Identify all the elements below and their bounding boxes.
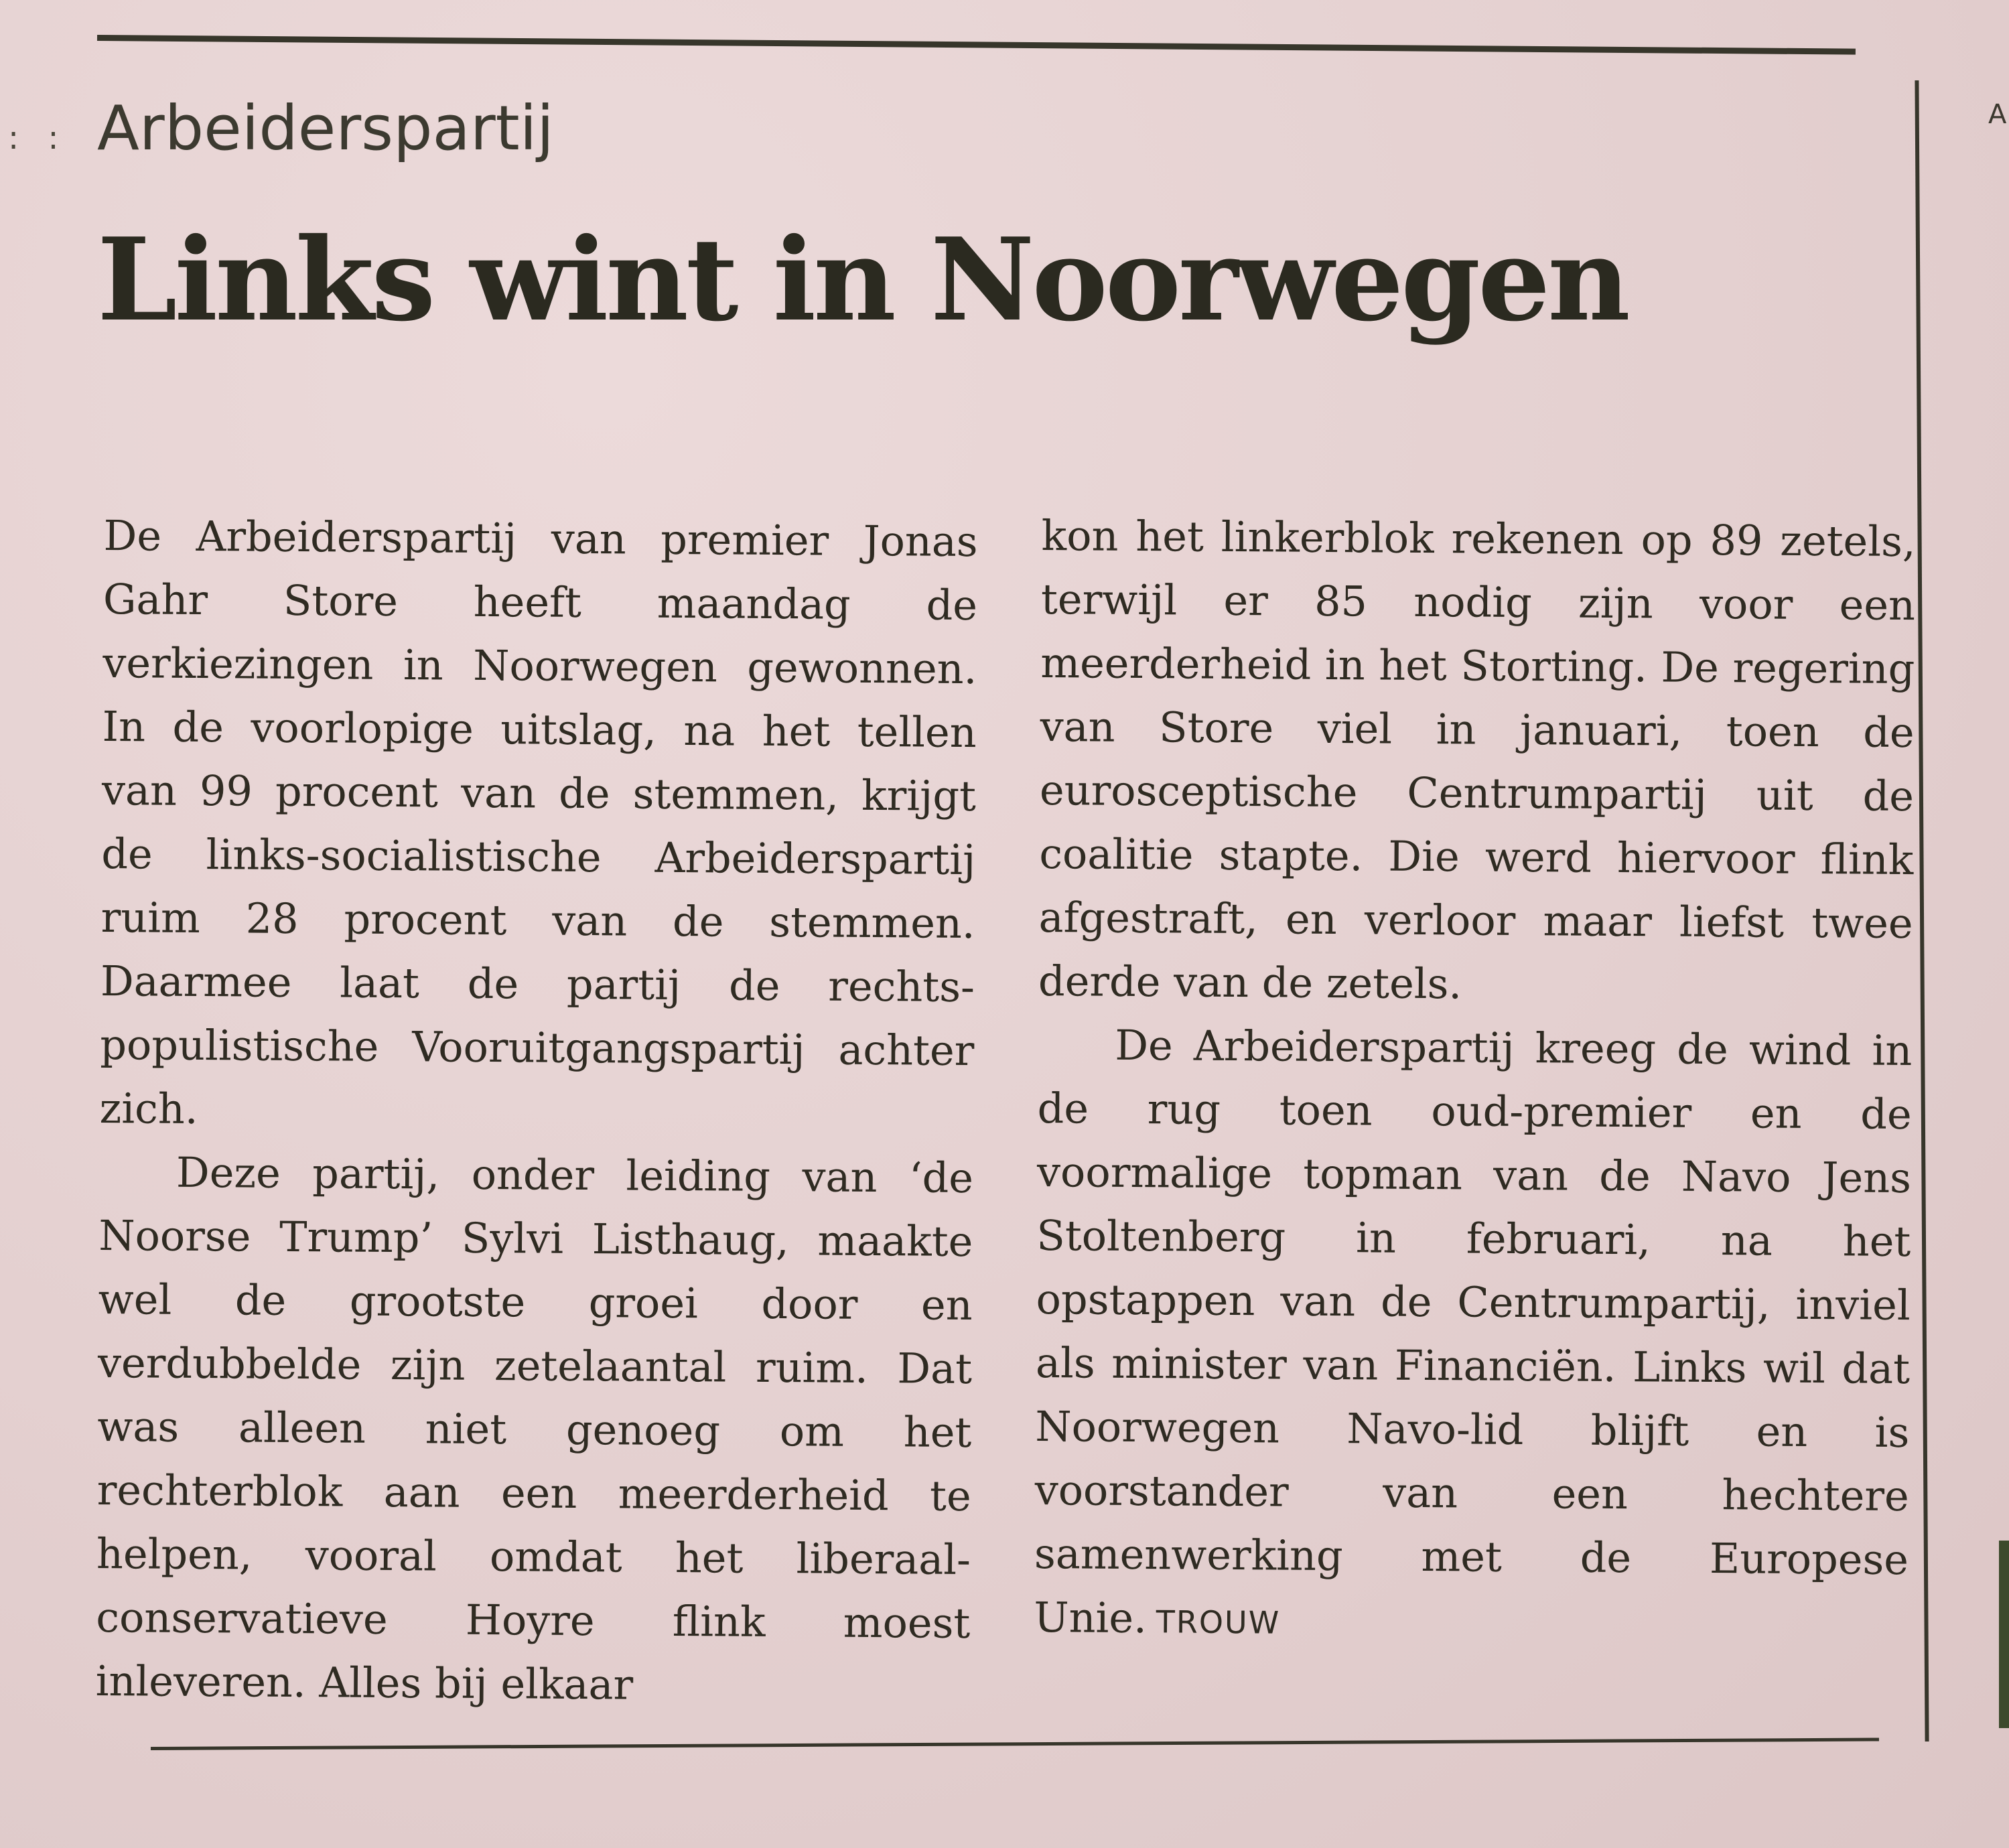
bottom-rule (151, 1737, 1879, 1750)
right-paragraph-2 (1034, 1013, 1913, 1659)
edge-letter: A (1988, 99, 2007, 130)
right-column (1034, 504, 1916, 1659)
edge-print-mark (1999, 1541, 2009, 1728)
edge-dots: : : (8, 119, 68, 157)
right-paragraph-2-text: De Arbeiderspartij kreeg de wind in de rug toen oud-premier en de voormalige topman van de Navo Jens Stoltenberg in februari, na het opstappen van de Centrumpartij, inviel als minister van Financiën. Links wil dat Noorwegen Navo-lid blijft en is voorstander van een hechtere samenwerking met de Europese Unie. (1034, 1020, 1913, 1643)
article-kicker: Arbeiderspartij (97, 92, 554, 164)
left-column (95, 504, 978, 1719)
right-column-rule (1915, 80, 1929, 1742)
article-headline: Links wint in Noorwegen (97, 213, 1628, 347)
top-rule (97, 35, 1856, 55)
right-paragraph-1: kon het linkerblok rekenen op 89 zetels, terwijl er 85 nodig zijn voor een meerderheid in het Storting. De regering van Store viel in januari, toen de eurosceptische Centrumpartij uit de coalitie stapte. Die werd hiervoor flink afgestraft, en verloor maar liefst twee derde van de zetels. (1038, 510, 1916, 1009)
article-credit: TROUW (1156, 1604, 1281, 1641)
left-paragraph-2: Deze partij, onder leiding van ‘de Noorse Trump’ Sylvi Listhaug, maakte wel de grootste groei door en verdubbelde zijn zetelaantal ruim. Dat was alleen niet genoeg om het rechterblok aan een meerderheid te helpen, vooral omdat het liberaal-conservatieve Hoyre flink moest inleveren. Alles bij elkaar (95, 1147, 974, 1709)
left-paragraph-1: De Arbeiderspartij van premier Jonas Gahr Store heeft maandag de verkiezingen in Noorwegen gewonnen. In de voorlopige uitslag, na het tellen van 99 procent van de stemmen, krijgt de links-socialistische Arbeiderspartij ruim 28 procent van de stemmen. Daarmee laat de partij de rechts-populistische Vooruitgangspartij achter zich. (99, 510, 978, 1134)
